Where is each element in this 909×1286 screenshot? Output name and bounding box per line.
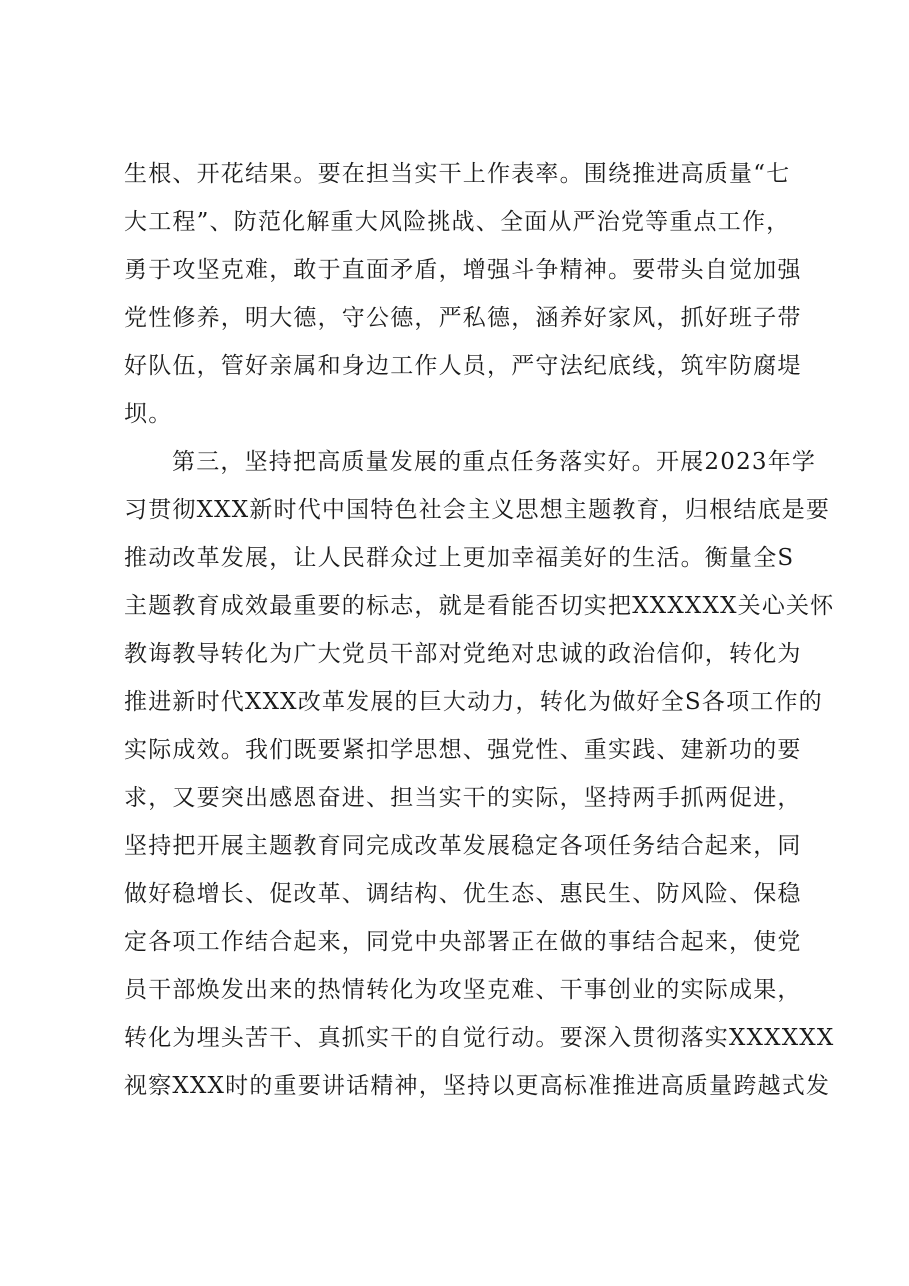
text-line: 做好稳增长、促改革、调结构、优生态、惠民生、防风险、保稳 bbox=[124, 881, 802, 907]
text-line: 视察XXX时的重要讲话精神，坚持以更高标准推进高质量跨越式发 bbox=[124, 1073, 831, 1099]
text-line: 生根、开花结果。要在担当实干上作表率。围绕推进高质量“七 bbox=[124, 161, 791, 187]
text-line: 党性修养，明大德，守公德，严私德，涵养好家风，抓好班子带 bbox=[124, 305, 802, 331]
paragraph-start-line: 第三，坚持把高质量发展的重点任务落实好。开展2023年学 bbox=[172, 449, 817, 475]
text-line: 勇于攻坚克难，敢于直面矛盾，增强斗争精神。要带头自觉加强 bbox=[124, 257, 802, 283]
text-line: 推进新时代XXX改革发展的巨大动力，转化为做好全S各项工作的 bbox=[124, 689, 823, 715]
text-line: 实际成效。我们既要紧扣学思想、强党性、重实践、建新功的要 bbox=[124, 737, 802, 763]
text-line: 坝。 bbox=[124, 401, 173, 427]
text-line: 好队伍，管好亲属和身边工作人员，严守法纪底线，筑牢防腐堤 bbox=[124, 353, 802, 379]
text-line: 转化为埋头苦干、真抓实干的自觉行动。要深入贯彻落实XXXXXX bbox=[124, 1025, 835, 1051]
text-line: 员干部焕发出来的热情转化为攻坚克难、干事创业的实际成果， bbox=[124, 977, 802, 1003]
text-line: 大工程”、防范化解重大风险挑战、全面从严治党等重点工作， bbox=[124, 209, 791, 235]
text-line: 推动改革发展，让人民群众过上更加幸福美好的生活。衡量全S bbox=[124, 545, 795, 571]
text-line: 坚持把开展主题教育同完成改革发展稳定各项任务结合起来，同 bbox=[124, 833, 802, 859]
text-line: 教诲教导转化为广大党员干部对党绝对忠诚的政治信仰，转化为 bbox=[124, 641, 802, 667]
text-line: 主题教育成效最重要的标志，就是看能否切实把XXXXXX关心关怀 bbox=[124, 593, 835, 619]
text-line: 定各项工作结合起来，同党中央部署正在做的事结合起来，使党 bbox=[124, 929, 802, 955]
text-line: 习贯彻XXX新时代中国特色社会主义思想主题教育，归根结底是要 bbox=[124, 497, 831, 523]
text-line: 求，又要突出感恩奋进、担当实干的实际，坚持两手抓两促进， bbox=[124, 785, 802, 811]
